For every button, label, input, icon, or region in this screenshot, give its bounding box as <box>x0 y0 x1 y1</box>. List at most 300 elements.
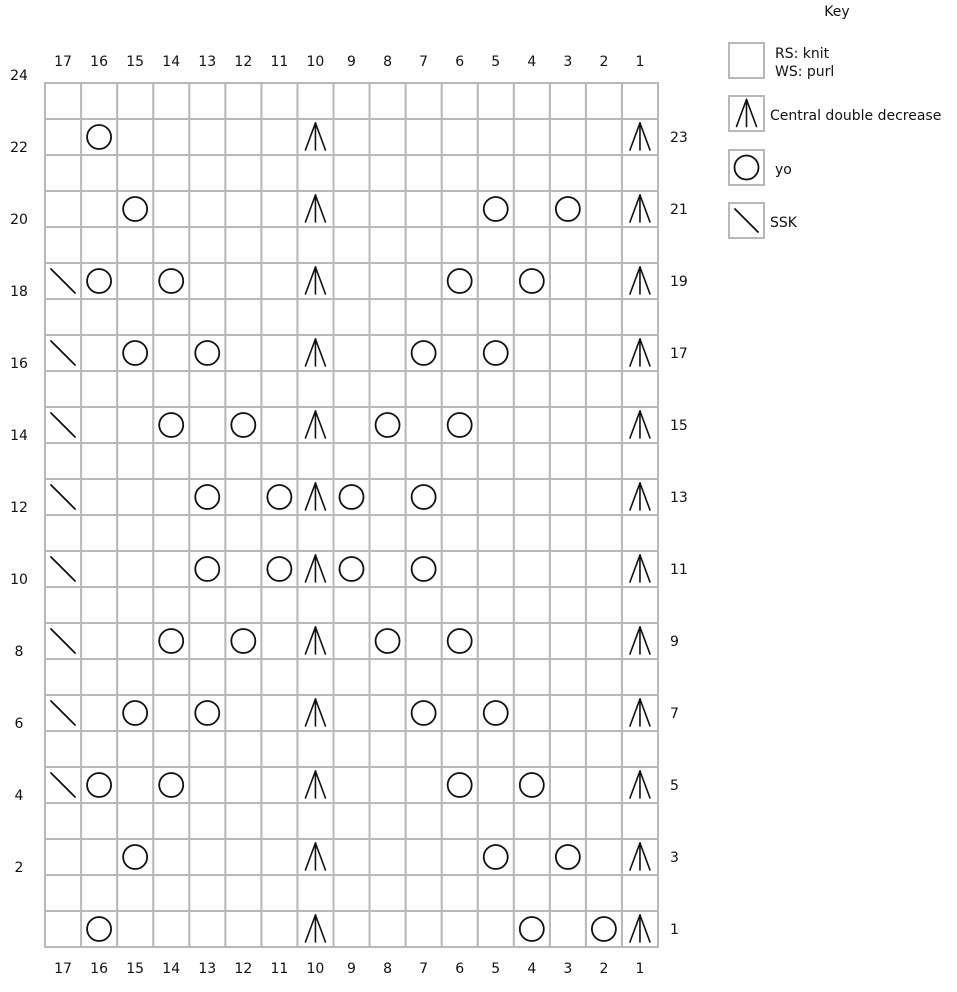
chart-cell <box>261 803 297 839</box>
chart-cell <box>586 443 622 479</box>
chart-cell <box>550 119 586 155</box>
chart-cell <box>442 731 478 767</box>
chart-cell <box>550 623 586 659</box>
chart-cell <box>81 623 117 659</box>
chart-cell <box>586 227 622 263</box>
chart-cell <box>297 443 333 479</box>
chart-cell <box>117 443 153 479</box>
chart-cell <box>550 371 586 407</box>
chart-cell <box>153 839 189 875</box>
row-label-ws: 18 <box>10 284 28 300</box>
row-label-rs: 17 <box>670 346 688 362</box>
chart-cell <box>478 767 514 803</box>
chart-cell <box>225 695 261 731</box>
chart-cell <box>478 263 514 299</box>
chart-cell <box>586 371 622 407</box>
chart-cell <box>261 371 297 407</box>
chart-cell <box>225 371 261 407</box>
chart-cell <box>81 587 117 623</box>
chart-cell <box>261 731 297 767</box>
chart-cell <box>333 803 369 839</box>
chart-cell <box>189 767 225 803</box>
chart-cell <box>45 371 81 407</box>
chart-cell <box>117 623 153 659</box>
chart-cell <box>261 587 297 623</box>
column-label-top: 12 <box>234 54 253 70</box>
chart-cell <box>153 191 189 227</box>
chart-cell <box>117 551 153 587</box>
chart-cell <box>189 623 225 659</box>
chart-cell <box>370 335 406 371</box>
chart-cell <box>81 515 117 551</box>
row-label-rs: 13 <box>670 490 688 506</box>
chart-cell <box>514 875 550 911</box>
chart-cell <box>153 119 189 155</box>
chart-cell <box>586 407 622 443</box>
chart-cell <box>333 335 369 371</box>
chart-cell <box>478 659 514 695</box>
row-label-rs: 7 <box>670 706 679 722</box>
chart-cell <box>189 443 225 479</box>
chart-cell <box>406 803 442 839</box>
chart-cell <box>117 587 153 623</box>
chart-cell <box>622 587 658 623</box>
chart-cell <box>45 731 81 767</box>
chart-cell <box>261 119 297 155</box>
chart-cell <box>117 299 153 335</box>
chart-cell <box>153 803 189 839</box>
chart-cell <box>442 875 478 911</box>
chart-cell <box>622 515 658 551</box>
chart-cell <box>117 407 153 443</box>
column-label-bottom: 11 <box>270 961 289 977</box>
chart-cell <box>45 659 81 695</box>
chart-cell <box>586 299 622 335</box>
chart-cell <box>370 83 406 119</box>
chart-cell <box>442 695 478 731</box>
chart-cell <box>225 335 261 371</box>
chart-cell <box>622 731 658 767</box>
chart-cell <box>370 695 406 731</box>
row-label-rs: 23 <box>670 130 688 146</box>
chart-cell <box>442 515 478 551</box>
chart-cell <box>261 767 297 803</box>
chart-cell <box>81 659 117 695</box>
chart-cell <box>153 875 189 911</box>
chart-cell <box>333 875 369 911</box>
chart-cell <box>406 731 442 767</box>
chart-cell <box>622 83 658 119</box>
column-label-bottom: 5 <box>491 961 501 977</box>
column-label-top: 14 <box>162 54 181 70</box>
chart-cell <box>81 443 117 479</box>
chart-cell <box>370 911 406 947</box>
chart-cell <box>81 191 117 227</box>
chart-cell <box>406 911 442 947</box>
chart-cell <box>550 335 586 371</box>
chart-cell <box>622 299 658 335</box>
chart-cell <box>586 731 622 767</box>
chart-cell <box>261 299 297 335</box>
chart-cell <box>153 551 189 587</box>
chart-cell <box>261 263 297 299</box>
chart-cell <box>550 911 586 947</box>
column-label-top: 9 <box>347 54 356 70</box>
chart-cell <box>81 155 117 191</box>
chart-cell <box>261 191 297 227</box>
chart-cell <box>514 695 550 731</box>
chart-cell <box>153 299 189 335</box>
chart-cell <box>370 443 406 479</box>
key-label: SSK <box>770 215 797 231</box>
chart-cell <box>514 155 550 191</box>
column-label-bottom: 2 <box>599 961 609 977</box>
row-label-rs: 21 <box>670 202 688 218</box>
chart-cell <box>586 803 622 839</box>
chart-cell <box>189 155 225 191</box>
chart-cell <box>153 659 189 695</box>
chart-cell <box>514 443 550 479</box>
chart-cell <box>117 803 153 839</box>
row-label-ws: 14 <box>10 428 28 444</box>
chart-cell <box>478 407 514 443</box>
chart-cell <box>586 875 622 911</box>
chart-cell <box>117 767 153 803</box>
chart-cell <box>478 479 514 515</box>
chart-cell <box>261 407 297 443</box>
chart-cell <box>478 443 514 479</box>
chart-cell <box>117 371 153 407</box>
chart-cell <box>478 227 514 263</box>
chart-cell <box>261 911 297 947</box>
chart-cell <box>189 263 225 299</box>
chart-cell <box>45 443 81 479</box>
chart-cell <box>514 479 550 515</box>
chart-cell <box>45 119 81 155</box>
row-label-ws: 10 <box>10 572 28 588</box>
chart-cell <box>514 119 550 155</box>
chart-cell <box>189 407 225 443</box>
chart-cell <box>586 479 622 515</box>
chart-cell <box>81 731 117 767</box>
chart-cell <box>153 695 189 731</box>
chart-cell <box>261 875 297 911</box>
chart-cell <box>189 587 225 623</box>
chart-cell <box>442 839 478 875</box>
chart-cell <box>45 227 81 263</box>
chart-cell <box>225 299 261 335</box>
chart-cell <box>586 263 622 299</box>
chart-cell <box>370 767 406 803</box>
chart-cell <box>478 299 514 335</box>
chart-cell <box>153 443 189 479</box>
chart-cell <box>478 83 514 119</box>
key-item-cdd <box>729 96 941 131</box>
chart-cell <box>442 551 478 587</box>
key-legend <box>729 4 941 238</box>
column-label-top: 6 <box>455 54 465 70</box>
chart-cell <box>81 803 117 839</box>
chart-cell <box>514 731 550 767</box>
column-label-bottom: 4 <box>527 961 537 977</box>
chart-cell <box>261 839 297 875</box>
chart-cell <box>550 731 586 767</box>
chart-cell <box>297 83 333 119</box>
chart-cell <box>333 227 369 263</box>
chart-cell <box>333 299 369 335</box>
column-label-top: 10 <box>306 54 325 70</box>
column-label-bottom: 3 <box>563 961 573 977</box>
chart-cell <box>478 155 514 191</box>
chart-cell <box>370 119 406 155</box>
column-label-top: 2 <box>599 54 609 70</box>
key-item-ssk <box>729 203 798 238</box>
chart-cell <box>153 227 189 263</box>
chart-cell <box>514 371 550 407</box>
chart-cell <box>550 659 586 695</box>
chart-cell <box>442 659 478 695</box>
chart-cell <box>189 875 225 911</box>
row-label-ws: 20 <box>10 212 28 228</box>
chart-cell <box>514 299 550 335</box>
chart-cell <box>478 875 514 911</box>
chart-cell <box>586 767 622 803</box>
chart-cell <box>81 371 117 407</box>
key-label: Central double decrease <box>770 108 942 124</box>
chart-cell <box>514 623 550 659</box>
column-label-top: 15 <box>126 54 145 70</box>
chart-cell <box>406 371 442 407</box>
chart-cell <box>333 83 369 119</box>
chart-cell <box>81 335 117 371</box>
chart-cell <box>189 803 225 839</box>
chart-cell <box>45 299 81 335</box>
chart-cell <box>189 839 225 875</box>
chart-cell <box>370 839 406 875</box>
chart-cell <box>81 875 117 911</box>
chart-cell <box>586 119 622 155</box>
chart-cell <box>189 83 225 119</box>
chart-cell <box>442 443 478 479</box>
chart-cell <box>370 515 406 551</box>
column-label-bottom: 8 <box>383 961 393 977</box>
chart-cell <box>514 191 550 227</box>
chart-cell <box>225 515 261 551</box>
chart-cell <box>153 515 189 551</box>
row-label-ws: 22 <box>10 140 28 156</box>
chart-cell <box>550 407 586 443</box>
chart-cell <box>45 803 81 839</box>
chart-cell <box>586 623 622 659</box>
chart-cell <box>586 83 622 119</box>
chart-cell <box>297 227 333 263</box>
column-label-top: 7 <box>419 54 429 70</box>
chart-cell <box>297 731 333 767</box>
chart-cell <box>478 371 514 407</box>
chart-cell <box>406 299 442 335</box>
chart-cell <box>189 515 225 551</box>
chart-cell <box>406 263 442 299</box>
chart-cell <box>81 227 117 263</box>
row-label-ws: 16 <box>10 356 28 372</box>
chart-cell <box>225 443 261 479</box>
chart-cell <box>586 695 622 731</box>
chart-cell <box>333 515 369 551</box>
chart-cell <box>406 443 442 479</box>
column-label-top: 17 <box>54 54 72 70</box>
chart-cell <box>297 587 333 623</box>
chart-cell <box>514 659 550 695</box>
chart-cell <box>370 875 406 911</box>
chart-cell <box>261 155 297 191</box>
chart-cell <box>406 83 442 119</box>
chart-cell <box>442 227 478 263</box>
chart-cell <box>117 155 153 191</box>
chart-cell <box>442 803 478 839</box>
chart-cell <box>45 83 81 119</box>
chart-cell <box>45 839 81 875</box>
chart-cell <box>189 371 225 407</box>
column-label-top: 16 <box>90 54 109 70</box>
chart-cell <box>514 803 550 839</box>
chart-cell <box>406 191 442 227</box>
row-label-ws: 12 <box>10 500 28 516</box>
chart-cell <box>370 551 406 587</box>
chart-cell <box>225 479 261 515</box>
row-label-rs: 11 <box>670 562 688 578</box>
chart-cell <box>45 515 81 551</box>
chart-cell <box>81 83 117 119</box>
chart-cell <box>225 119 261 155</box>
chart-cell <box>297 659 333 695</box>
chart-cell <box>406 839 442 875</box>
chart-cell <box>333 443 369 479</box>
chart-cell <box>117 263 153 299</box>
chart-cell <box>406 227 442 263</box>
chart-cell <box>117 479 153 515</box>
chart-cell <box>45 875 81 911</box>
chart-cell <box>333 191 369 227</box>
chart-cell <box>81 839 117 875</box>
chart-cell <box>117 227 153 263</box>
chart-cell <box>442 155 478 191</box>
chart-cell <box>514 839 550 875</box>
chart-cell <box>45 587 81 623</box>
chart-cell <box>622 371 658 407</box>
chart-cell <box>550 299 586 335</box>
chart-cell <box>550 443 586 479</box>
column-label-top: 13 <box>198 54 217 70</box>
chart-cell <box>586 587 622 623</box>
chart-cell <box>370 191 406 227</box>
chart-cell <box>478 119 514 155</box>
row-label-rs: 19 <box>670 274 688 290</box>
column-label-bottom: 16 <box>90 961 109 977</box>
chart-cell <box>406 155 442 191</box>
chart-cell <box>370 731 406 767</box>
chart-cell <box>586 839 622 875</box>
chart-cell <box>117 515 153 551</box>
chart-cell <box>189 299 225 335</box>
chart-cell <box>370 659 406 695</box>
chart-cell <box>550 587 586 623</box>
chart-cell <box>261 695 297 731</box>
chart-cell <box>514 83 550 119</box>
chart-cell <box>117 83 153 119</box>
chart-cell <box>81 479 117 515</box>
chart-cell <box>189 911 225 947</box>
chart-cell <box>406 407 442 443</box>
column-label-bottom: 9 <box>347 961 356 977</box>
chart-cell <box>370 587 406 623</box>
chart-cell <box>297 299 333 335</box>
column-label-bottom: 15 <box>126 961 145 977</box>
row-label-ws: 6 <box>14 716 24 732</box>
chart-cell <box>225 731 261 767</box>
chart-cell <box>514 407 550 443</box>
chart-cell <box>478 731 514 767</box>
chart-cell <box>297 515 333 551</box>
chart-cell <box>406 767 442 803</box>
column-label-bottom: 10 <box>306 961 325 977</box>
chart-cell <box>333 659 369 695</box>
chart-cell <box>297 875 333 911</box>
column-label-top: 11 <box>270 54 289 70</box>
row-label-rs: 15 <box>670 418 688 434</box>
chart-cell <box>153 587 189 623</box>
chart-cell <box>370 371 406 407</box>
key-title: Key <box>824 4 850 20</box>
chart-cell <box>586 191 622 227</box>
chart-cell <box>550 83 586 119</box>
column-label-bottom: 6 <box>455 961 465 977</box>
row-label-rs: 3 <box>670 850 679 866</box>
column-label-top: 8 <box>383 54 393 70</box>
chart-cell <box>406 875 442 911</box>
chart-cell <box>514 515 550 551</box>
chart-cell <box>153 155 189 191</box>
chart-cell <box>297 155 333 191</box>
row-label-rs: 9 <box>670 634 679 650</box>
chart-cell <box>406 587 442 623</box>
chart-cell <box>225 875 261 911</box>
chart-cell <box>478 551 514 587</box>
row-label-ws: 24 <box>10 68 28 84</box>
chart-cell <box>550 803 586 839</box>
chart-cell <box>333 587 369 623</box>
chart-cell <box>370 263 406 299</box>
chart-cell <box>622 659 658 695</box>
chart-cell <box>81 695 117 731</box>
row-label-rs: 5 <box>670 778 679 794</box>
column-label-bottom: 17 <box>54 961 72 977</box>
chart-cell <box>333 623 369 659</box>
key-item-knit <box>729 43 834 80</box>
column-label-top: 4 <box>527 54 537 70</box>
row-label-rs: 1 <box>670 922 679 938</box>
chart-cell <box>406 515 442 551</box>
chart-cell <box>442 911 478 947</box>
chart-cell <box>406 623 442 659</box>
chart-cell <box>297 371 333 407</box>
chart-cell <box>550 875 586 911</box>
chart-cell <box>478 515 514 551</box>
chart-cell <box>189 659 225 695</box>
chart-cell <box>370 479 406 515</box>
chart-cell <box>81 407 117 443</box>
chart-cell <box>622 443 658 479</box>
chart-cell <box>333 839 369 875</box>
